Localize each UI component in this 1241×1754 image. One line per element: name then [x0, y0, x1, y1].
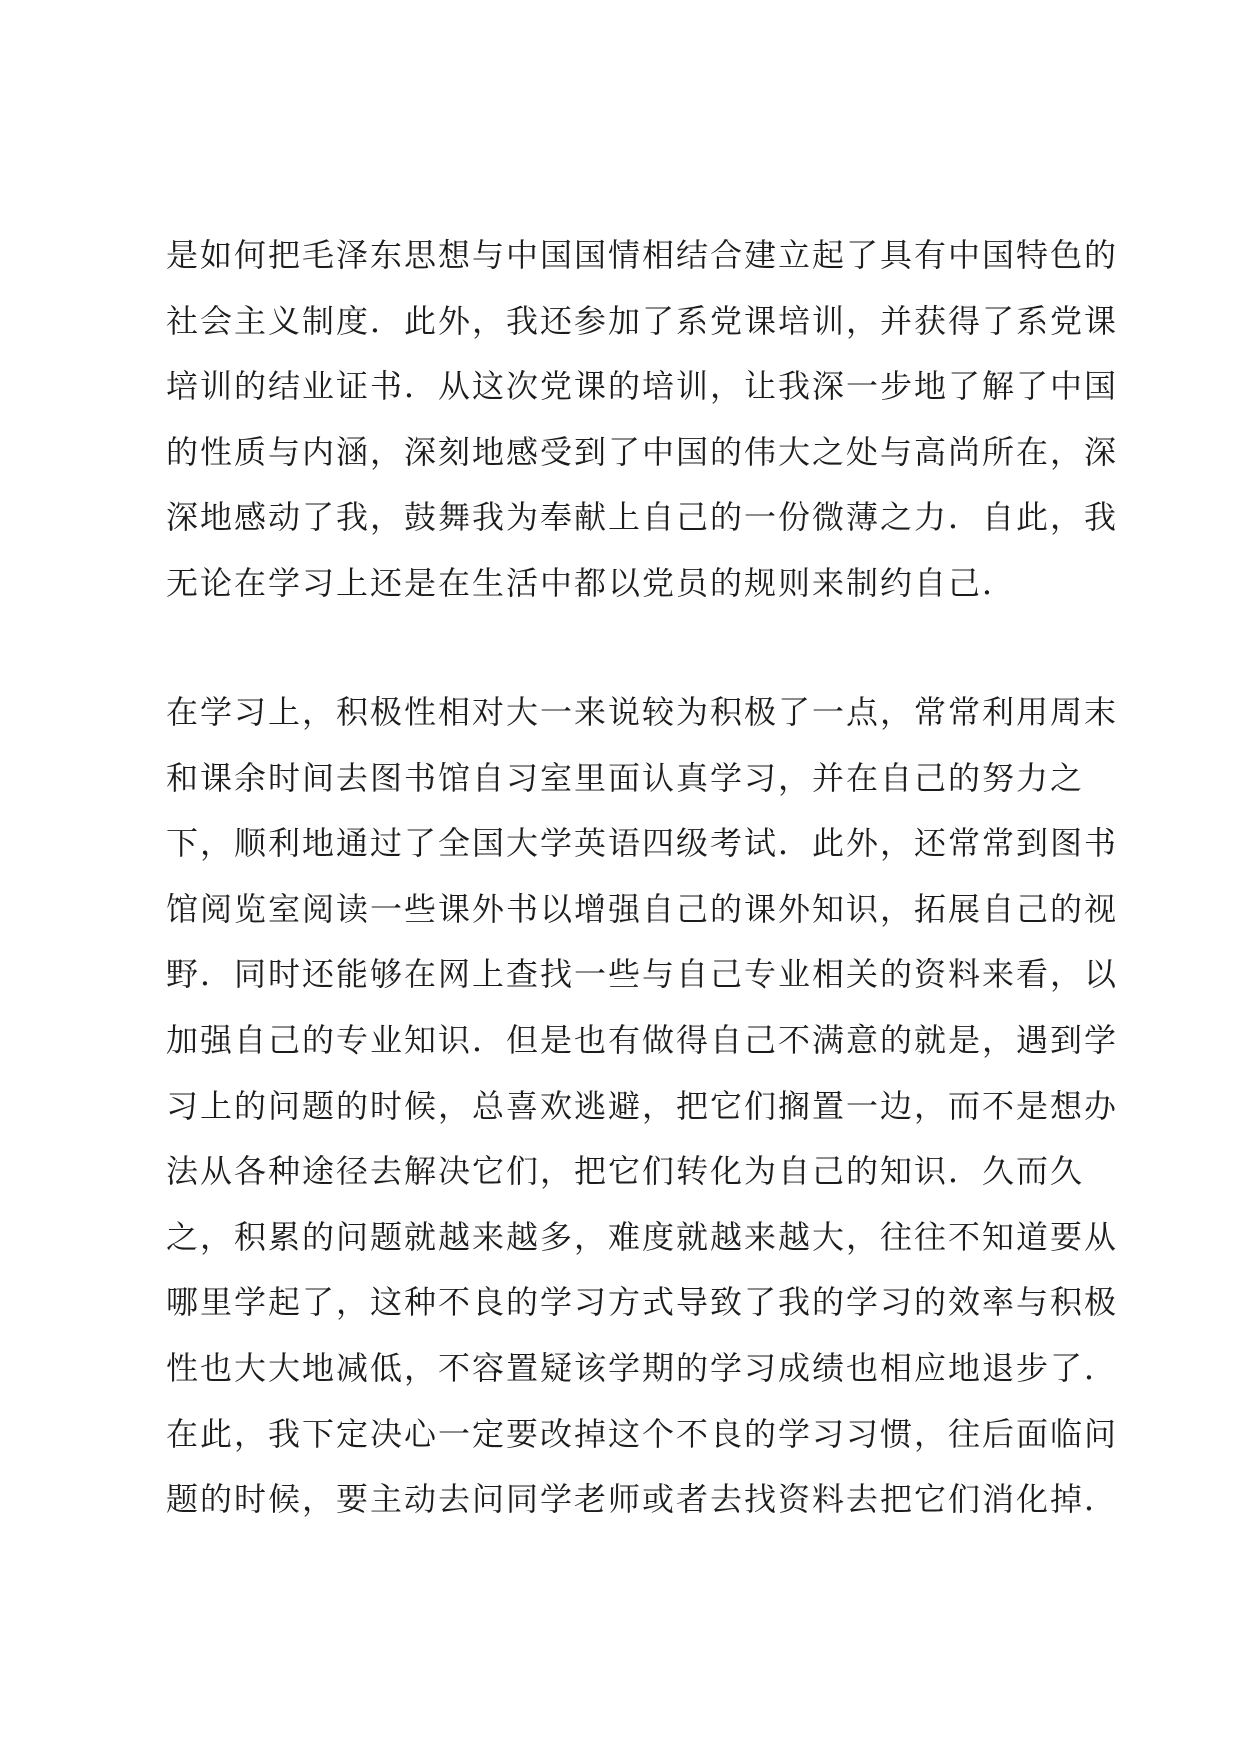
text-line: 性也大大地减低，不容置疑该学期的学习成绩也相应地退步了．	[166, 1348, 1119, 1387]
paragraph-2	[166, 680, 1119, 1533]
text-line: 野．同时还能够在网上查找一些与自己专业相关的资料来看，以	[166, 955, 1119, 994]
text-line: 下，顺利地通过了全国大学英语四级考试．此外，还常常到图书	[166, 824, 1119, 863]
text-line: 无论在学习上还是在生活中都以党员的规则来制约自己．	[166, 563, 1017, 602]
text-line: 馆阅览室阅读一些课外书以增强自己的课外知识，拓展自己的视	[166, 889, 1119, 928]
text-line: 的性质与内涵，深刻地感受到了中国的伟大之处与高尚所在，深	[166, 432, 1119, 471]
text-line: 和课余时间去图书馆自习室里面认真学习，并在自己的努力之	[166, 758, 1085, 797]
text-line: 法从各种途径去解决它们，把它们转化为自己的知识．久而久	[166, 1152, 1085, 1191]
text-line: 题的时候，要主动去问同学老师或者去找资料去把它们消化掉．	[166, 1480, 1119, 1519]
text-line: 在学习上，积极性相对大一来说较为积极了一点，常常利用周末	[166, 693, 1119, 731]
text-line: 社会主义制度．此外，我还参加了系党课培训，并获得了系党课	[166, 301, 1119, 340]
text-line: 是如何把毛泽东思想与中国国情相结合建立起了具有中国特色的	[166, 236, 1119, 274]
text-line: 习上的问题的时候，总喜欢逃避，把它们搁置一边，而不是想办	[166, 1086, 1119, 1125]
text-line: 哪里学起了，这种不良的学习方式导致了我的学习的效率与积极	[166, 1283, 1119, 1322]
paragraph-1	[166, 223, 1119, 617]
text-line: 之，积累的问题就越来越多，难度就越来越大，往往不知道要从	[166, 1217, 1119, 1256]
text-line: 深地感动了我，鼓舞我为奉献上自己的一份微薄之力．自此，我	[166, 498, 1119, 537]
text-line: 加强自己的专业知识．但是也有做得自己不满意的就是，遇到学	[166, 1020, 1119, 1059]
text-line: 培训的结业证书．从这次党课的培训，让我深一步地了解了中国	[166, 367, 1119, 406]
text-line: 在此，我下定决心一定要改掉这个不良的学习习惯，往后面临问	[166, 1414, 1119, 1453]
